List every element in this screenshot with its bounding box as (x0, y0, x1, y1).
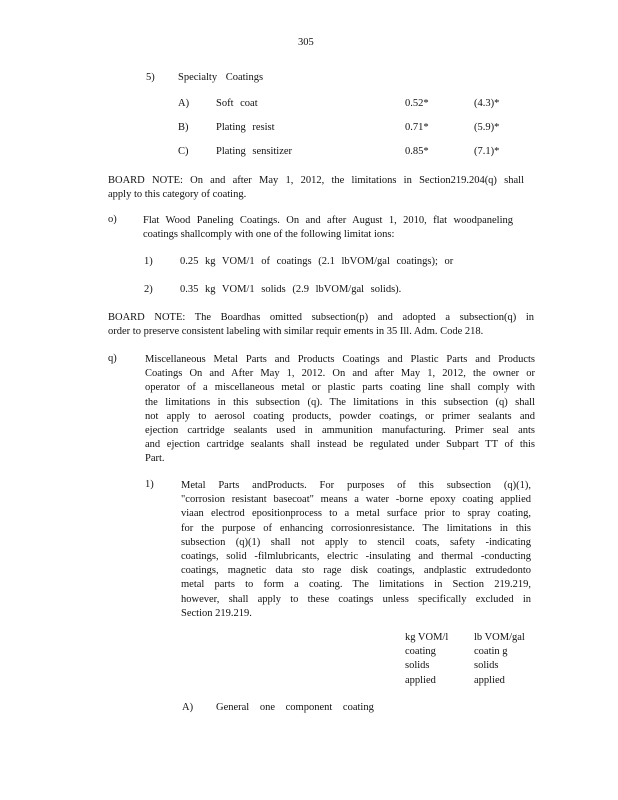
row-b-letter: B) (178, 122, 189, 133)
row-b-metric: 0.71* (405, 122, 429, 133)
row-a-metric: 0.52* (405, 98, 429, 109)
item-o-option-2-text: 0.35 kg VOM/1 solids (2.9 lbVOM/gal solids). (180, 284, 402, 295)
row-c-name: Plating sensitizer (216, 146, 293, 157)
item-q1a-text: General one component coating (216, 702, 374, 713)
item-o-option-1-label: 1) (144, 256, 153, 267)
units-header-metric: kg VOM/l coating solids applied (405, 632, 449, 686)
item-q-text: Miscellaneous Metal Parts and Products Coatings and Plastic Parts and Products Coatings On and After May 1, 2012. On and after May 1, 2012, the owner or operator of a miscellaneous metal or plastic parts coating line shall comply with the limitations in this subsection (q). The limitations in this subsection (q) shall not apply to aerosol coating products, powder coatings, or primer sealants and ejection cartridge sealants used in ammunition manufacturing. Primer seal ants and ejection cartridge sealants shall instead be regulated under Subpart TT of this Part. (145, 354, 535, 465)
page-number: 305 (298, 37, 314, 48)
item-o-option-2-label: 2) (144, 284, 153, 295)
item-o-text: Flat Wood Paneling Coatings. On and after August 1, 2010, flat woodpaneling coatings shallcomply with one of the following limitat ions: (143, 215, 513, 241)
units-header-english: lb VOM/gal coatin g solids applied (474, 632, 525, 686)
row-b-english: (5.9)* (474, 122, 500, 133)
item-5-label: 5) (146, 72, 155, 83)
row-a-letter: A) (178, 98, 190, 109)
row-c-letter: C) (178, 146, 189, 157)
item-q1a-label: A) (182, 702, 194, 713)
row-b-name: Plating resist (216, 122, 275, 133)
row-a-name: Soft coat (216, 98, 258, 109)
row-c-english: (7.1)* (474, 146, 500, 157)
item-q-label: q) (108, 353, 117, 364)
item-o-option-1-text: 0.25 kg VOM/1 of coatings (2.1 lbVOM/gal coatings); or (180, 256, 454, 267)
item-q1-label: 1) (145, 479, 154, 490)
item-o-label: o) (108, 214, 117, 225)
item-q1-text: Metal Parts andProducts. For purposes of this subsection (q)(1), "corrosion resistant basecoat" means a water -borne epoxy coating applied viaan electrod epositionprocess to a metal surface prior to spray coating, for the purpose of enhancing corrosionresistance. The limitations in this subsection (q)(1) shall not apply to stencil coats, safety -indicating coatings, solid -filmlubricants, electric -insulating and thermal -conducting coatings, magnetic data sto rage disk coatings, andplastic extrudedonto metal parts to form a coating. The limitations in Section 219.219, however, shall apply to these coatings unless specifically excluded in Section 219.219. (181, 480, 531, 619)
board-note-1: BOARD NOTE: On and after May 1, 2012, the limitations in Section219.204(q) shall apply to this category of coating. (108, 175, 524, 201)
item-5-title: Specialty Coatings (178, 72, 264, 83)
row-a-english: (4.3)* (474, 98, 500, 109)
board-note-2: BOARD NOTE: The Boardhas omitted subsection(p) and adopted a subsection(q) in order to preserve consistent labeling with similar requir ements in 35 Ill. Adm. Code 218. (108, 312, 534, 338)
row-c-metric: 0.85* (405, 146, 429, 157)
